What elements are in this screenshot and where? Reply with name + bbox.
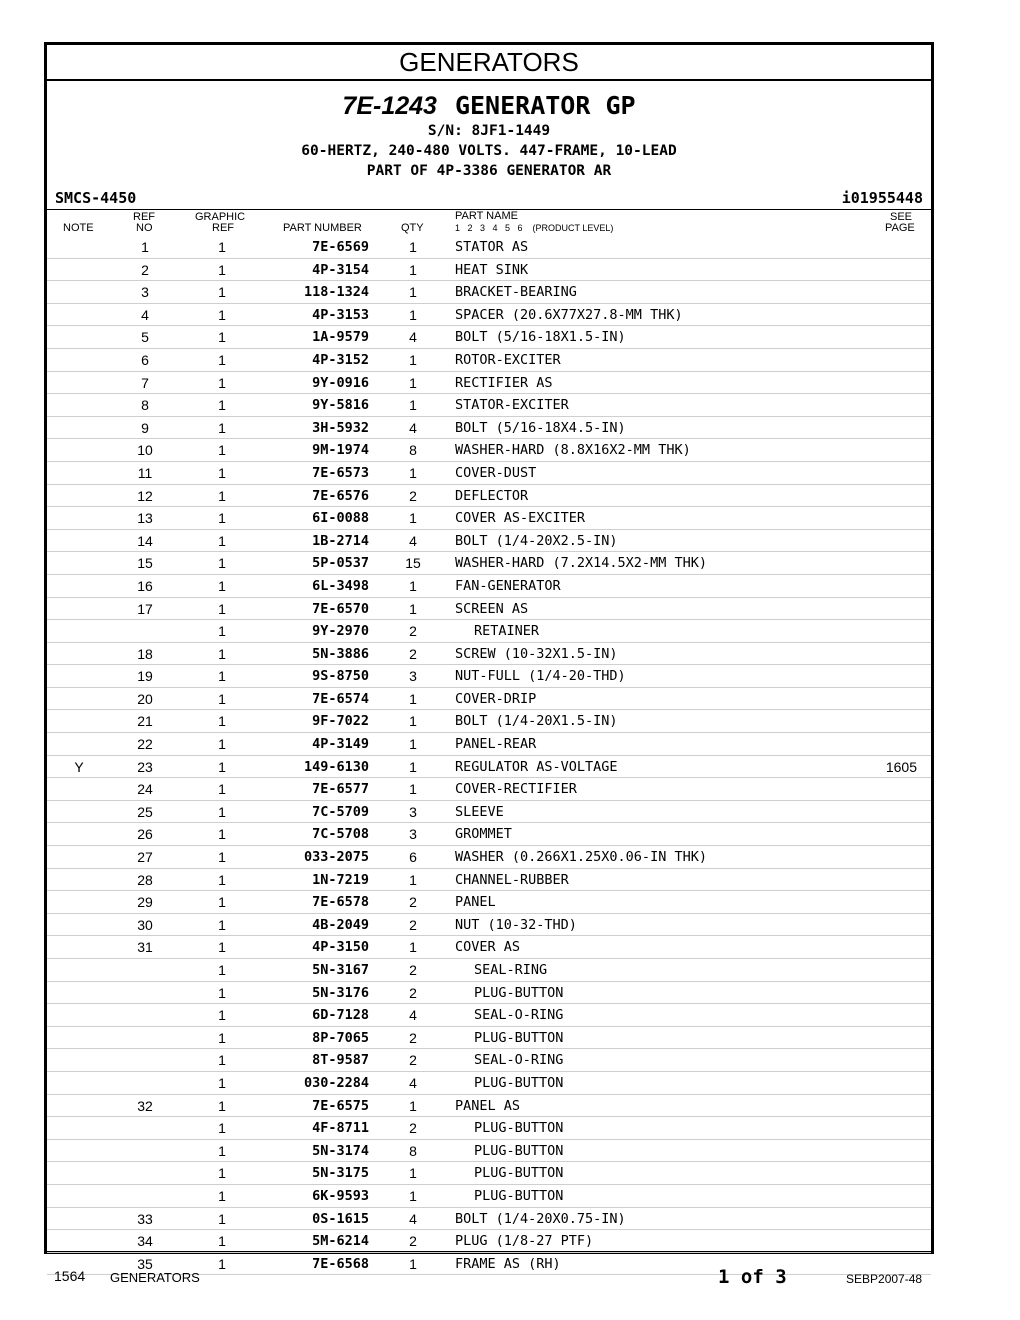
row-part-name: BOLT (1/4-20X2.5-IN) bbox=[455, 532, 618, 549]
row-ref-no: 35 bbox=[137, 1255, 153, 1272]
row-qty: 1 bbox=[409, 306, 417, 323]
table-row bbox=[47, 462, 931, 485]
row-ref-no: 1 bbox=[141, 239, 149, 255]
table-row bbox=[47, 1004, 931, 1027]
row-ref-no: 32 bbox=[137, 1097, 153, 1114]
row-graphic-ref: 1 bbox=[218, 374, 226, 391]
table-row bbox=[47, 756, 931, 779]
row-graphic-ref: 1 bbox=[218, 1097, 226, 1114]
row-part-number: 7C-5709 bbox=[312, 803, 369, 820]
col-part-name-top: PART NAME bbox=[455, 210, 518, 222]
row-part-number: 7E-6576 bbox=[312, 487, 369, 504]
row-part-name: NUT (10-32-THD) bbox=[455, 916, 577, 933]
row-part-name: COVER-RECTIFIER bbox=[455, 781, 577, 798]
footer-page-of: 1 of 3 bbox=[718, 1266, 787, 1288]
row-graphic-ref: 1 bbox=[218, 736, 226, 753]
row-ref-no: 31 bbox=[137, 939, 153, 956]
row-graphic-ref: 1 bbox=[218, 261, 226, 278]
table-row bbox=[47, 1162, 931, 1185]
row-graphic-ref: 1 bbox=[218, 1233, 226, 1250]
row-graphic-ref: 1 bbox=[218, 487, 226, 504]
row-part-number: 9F-7022 bbox=[312, 713, 369, 730]
row-qty: 1 bbox=[409, 1255, 417, 1272]
table-row bbox=[47, 304, 931, 327]
col-see-top: SEE bbox=[890, 211, 913, 223]
table-row bbox=[47, 1072, 931, 1095]
row-part-number: 8P-7065 bbox=[312, 1029, 369, 1046]
row-qty: 1 bbox=[409, 600, 417, 617]
table-row bbox=[47, 1049, 931, 1072]
row-part-name: PLUG-BUTTON bbox=[474, 1120, 564, 1137]
group-part-number: 7E-1243 bbox=[342, 92, 437, 120]
row-qty: 2 bbox=[409, 916, 417, 933]
row-qty: 3 bbox=[409, 803, 417, 820]
row-part-number: 033-2075 bbox=[303, 849, 369, 866]
row-qty: 8 bbox=[409, 442, 417, 459]
row-qty: 1 bbox=[409, 1165, 417, 1182]
table-row bbox=[47, 1117, 931, 1140]
row-ref-no: 13 bbox=[137, 510, 153, 527]
row-part-name: PLUG (1/8-27 PTF) bbox=[455, 1233, 594, 1250]
row-part-number: 7E-6570 bbox=[312, 600, 369, 617]
row-part-number: 149-6130 bbox=[303, 758, 369, 775]
row-graphic-ref: 1 bbox=[218, 668, 226, 685]
row-part-number: 6D-7128 bbox=[312, 1007, 369, 1024]
table-row bbox=[47, 823, 931, 846]
row-part-number: 7E-6573 bbox=[312, 464, 369, 481]
row-part-name: PANEL bbox=[455, 894, 496, 911]
row-part-name: WASHER-HARD (8.8X16X2-MM THK) bbox=[455, 442, 691, 459]
row-part-name: WASHER-HARD (7.2X14.5X2-MM THK) bbox=[455, 555, 707, 572]
row-ref-no: 14 bbox=[137, 532, 153, 549]
row-ref-no: 16 bbox=[137, 577, 153, 594]
table-row bbox=[47, 485, 931, 508]
row-part-number: 5N-3167 bbox=[312, 962, 369, 978]
col-ref-top: REF bbox=[133, 211, 155, 223]
row-qty: 1 bbox=[409, 374, 417, 391]
row-qty: 1 bbox=[409, 736, 417, 753]
row-graphic-ref: 1 bbox=[218, 351, 226, 368]
row-part-name: PLUG-BUTTON bbox=[474, 1074, 564, 1091]
row-part-number: 9M-1974 bbox=[312, 442, 369, 459]
row-graphic-ref: 1 bbox=[218, 510, 226, 527]
row-qty: 2 bbox=[409, 645, 417, 662]
row-qty: 4 bbox=[409, 329, 417, 346]
row-part-number: 7E-6575 bbox=[312, 1097, 369, 1114]
row-graphic-ref: 1 bbox=[218, 1052, 226, 1069]
table-row bbox=[47, 733, 931, 756]
row-part-name: COVER-DUST bbox=[455, 464, 537, 481]
row-ref-no: 2 bbox=[141, 261, 149, 278]
col-qty: QTY bbox=[401, 222, 424, 234]
row-ref-no: 9 bbox=[141, 419, 149, 436]
table-row bbox=[47, 417, 931, 440]
row-ref-no: 8 bbox=[141, 397, 149, 414]
row-qty: 1 bbox=[409, 577, 417, 594]
row-part-number: 6K-9593 bbox=[312, 1187, 369, 1204]
row-part-number: 6L-3498 bbox=[312, 577, 369, 594]
row-qty: 8 bbox=[409, 1142, 417, 1159]
row-graphic-ref: 1 bbox=[218, 600, 226, 617]
footer-page-number: 1564 bbox=[54, 1268, 86, 1284]
table-row bbox=[47, 688, 931, 711]
table-row bbox=[47, 439, 931, 462]
table-row bbox=[47, 575, 931, 598]
row-qty: 2 bbox=[409, 1052, 417, 1069]
table-row bbox=[47, 1185, 931, 1208]
row-part-name: SLEEVE bbox=[455, 803, 504, 820]
group-description: 60-HERTZ, 240-480 VOLTS. 447-FRAME, 10-LEAD bbox=[301, 143, 677, 159]
table-row bbox=[47, 891, 931, 914]
col-ref-bottom: NO bbox=[136, 222, 153, 234]
row-graphic-ref: 1 bbox=[218, 939, 226, 956]
parts-table bbox=[47, 236, 931, 1275]
row-part-number: 5M-6214 bbox=[312, 1233, 369, 1250]
row-part-number: 9Y-0916 bbox=[312, 374, 369, 391]
row-graphic-ref: 1 bbox=[218, 532, 226, 549]
row-graphic-ref: 1 bbox=[218, 645, 226, 662]
row-qty: 1 bbox=[409, 939, 417, 956]
row-qty: 15 bbox=[405, 555, 421, 572]
row-part-number: 5N-3175 bbox=[312, 1165, 369, 1182]
table-row bbox=[47, 372, 931, 395]
table-row bbox=[47, 552, 931, 575]
row-qty: 2 bbox=[409, 1120, 417, 1137]
row-qty: 1 bbox=[409, 464, 417, 481]
row-ref-no: 24 bbox=[137, 781, 153, 798]
col-product-level: 1 2 3 4 5 6 (PRODUCT LEVEL) bbox=[455, 223, 614, 233]
row-qty: 4 bbox=[409, 1210, 417, 1227]
row-part-name: PLUG-BUTTON bbox=[474, 984, 564, 1001]
row-part-name: STATOR AS bbox=[455, 239, 529, 255]
row-part-name: FAN-GENERATOR bbox=[455, 577, 561, 594]
row-qty: 4 bbox=[409, 419, 417, 436]
row-part-name: DEFLECTOR bbox=[455, 487, 529, 504]
row-graphic-ref: 1 bbox=[218, 826, 226, 843]
row-graphic-ref: 1 bbox=[218, 306, 226, 323]
row-part-name: PLUG-BUTTON bbox=[474, 1187, 564, 1204]
row-graphic-ref: 1 bbox=[218, 781, 226, 798]
row-graphic-ref: 1 bbox=[218, 1165, 226, 1182]
row-part-name: BOLT (5/16-18X1.5-IN) bbox=[455, 329, 626, 346]
row-part-number: 0S-1615 bbox=[312, 1210, 369, 1227]
row-part-number: 4P-3152 bbox=[312, 351, 369, 368]
row-qty: 4 bbox=[409, 1074, 417, 1091]
row-part-number: 3H-5932 bbox=[312, 419, 369, 436]
row-part-name: BOLT (1/4-20X0.75-IN) bbox=[455, 1210, 626, 1227]
row-qty: 4 bbox=[409, 532, 417, 549]
row-part-name: CHANNEL-RUBBER bbox=[455, 871, 569, 888]
table-row bbox=[47, 259, 931, 282]
row-qty: 6 bbox=[409, 849, 417, 866]
row-graphic-ref: 1 bbox=[218, 1007, 226, 1024]
row-graphic-ref: 1 bbox=[218, 1074, 226, 1091]
row-graphic-ref: 1 bbox=[218, 1120, 226, 1137]
row-part-name: PANEL AS bbox=[455, 1097, 521, 1114]
row-part-number: 7E-6578 bbox=[312, 894, 369, 911]
row-part-name: SEAL-O-RING bbox=[474, 1052, 564, 1069]
row-part-number: 9Y-5816 bbox=[312, 397, 369, 414]
row-graphic-ref: 1 bbox=[218, 916, 226, 933]
row-part-name: SPACER (20.6X77X27.8-MM THK) bbox=[455, 306, 683, 323]
table-row bbox=[47, 869, 931, 892]
row-graphic-ref: 1 bbox=[218, 1029, 226, 1046]
row-qty: 1 bbox=[409, 284, 417, 301]
row-graphic-ref: 1 bbox=[218, 803, 226, 820]
row-ref-no: 4 bbox=[141, 306, 149, 323]
row-qty: 2 bbox=[409, 487, 417, 504]
row-ref-no: 25 bbox=[137, 803, 153, 820]
row-graphic-ref: 1 bbox=[218, 849, 226, 866]
row-part-name: BOLT (5/16-18X4.5-IN) bbox=[455, 419, 626, 436]
table-row bbox=[47, 620, 931, 643]
table-row bbox=[47, 1027, 931, 1050]
row-part-number: 8T-9587 bbox=[312, 1052, 369, 1069]
row-qty: 1 bbox=[409, 1187, 417, 1204]
row-ref-no: 34 bbox=[137, 1233, 153, 1250]
row-graphic-ref: 1 bbox=[218, 1210, 226, 1227]
row-part-number: 6I-0088 bbox=[312, 510, 369, 527]
row-graphic-ref: 1 bbox=[218, 1187, 226, 1204]
row-part-number: 4F-8711 bbox=[312, 1120, 369, 1137]
row-graphic-ref: 1 bbox=[218, 284, 226, 301]
row-part-name: RETAINER bbox=[474, 623, 540, 640]
row-qty: 2 bbox=[409, 962, 417, 978]
row-graphic-ref: 1 bbox=[218, 623, 226, 640]
row-ref-no: 10 bbox=[137, 442, 153, 459]
row-ref-no: 12 bbox=[137, 487, 153, 504]
table-row bbox=[47, 914, 931, 937]
row-graphic-ref: 1 bbox=[218, 713, 226, 730]
row-part-name: BOLT (1/4-20X1.5-IN) bbox=[455, 713, 618, 730]
row-part-number: 5N-3176 bbox=[312, 984, 369, 1001]
row-qty: 1 bbox=[409, 351, 417, 368]
table-row bbox=[47, 1140, 931, 1163]
table-row bbox=[47, 959, 931, 982]
row-part-number: 7E-6568 bbox=[312, 1255, 369, 1272]
row-note: Y bbox=[74, 758, 84, 775]
row-ref-no: 3 bbox=[141, 284, 149, 301]
row-qty: 2 bbox=[409, 984, 417, 1001]
table-row bbox=[47, 846, 931, 869]
col-note: NOTE bbox=[63, 222, 94, 234]
row-qty: 2 bbox=[409, 894, 417, 911]
row-part-name: HEAT SINK bbox=[455, 261, 529, 278]
table-row bbox=[47, 936, 931, 959]
row-ref-no: 11 bbox=[137, 464, 153, 481]
table-row bbox=[47, 982, 931, 1005]
illustration-id: i01955448 bbox=[841, 189, 923, 207]
footer-section: GENERATORS bbox=[110, 1270, 200, 1285]
row-ref-no: 19 bbox=[137, 668, 153, 685]
row-part-name: COVER AS-EXCITER bbox=[455, 510, 586, 527]
table-row bbox=[47, 1095, 931, 1118]
row-ref-no: 27 bbox=[137, 849, 153, 866]
section-title: GENERATORS bbox=[47, 45, 931, 81]
group-title bbox=[47, 91, 931, 121]
row-qty: 1 bbox=[409, 781, 417, 798]
row-part-name: RECTIFIER AS bbox=[455, 374, 553, 391]
table-row bbox=[47, 394, 931, 417]
row-part-number: 7E-6574 bbox=[312, 690, 369, 707]
row-ref-no: 23 bbox=[137, 758, 153, 775]
row-part-number: 5N-3174 bbox=[312, 1142, 369, 1159]
row-ref-no: 5 bbox=[141, 329, 149, 346]
table-row bbox=[47, 778, 931, 801]
row-ref-no: 7 bbox=[141, 374, 149, 391]
row-qty: 1 bbox=[409, 871, 417, 888]
row-qty: 1 bbox=[409, 758, 417, 775]
row-graphic-ref: 1 bbox=[218, 577, 226, 594]
row-part-name: BRACKET-BEARING bbox=[455, 284, 577, 301]
row-part-name: COVER AS bbox=[455, 939, 521, 956]
row-part-number: 118-1324 bbox=[303, 284, 369, 301]
table-row bbox=[47, 710, 931, 733]
row-part-number: 4P-3153 bbox=[312, 306, 369, 323]
row-part-number: 4P-3154 bbox=[312, 261, 369, 278]
row-part-name: COVER-DRIP bbox=[455, 690, 537, 707]
column-headers bbox=[47, 210, 931, 236]
row-part-name: SEAL-O-RING bbox=[474, 1007, 564, 1024]
row-part-number: 9S-8750 bbox=[312, 668, 369, 685]
row-qty: 1 bbox=[409, 510, 417, 527]
row-graphic-ref: 1 bbox=[218, 871, 226, 888]
serial-number: S/N: 8JF1-1449 bbox=[427, 123, 551, 139]
row-part-number: 1A-9579 bbox=[312, 329, 369, 346]
table-row bbox=[47, 236, 931, 259]
row-part-name: PLUG-BUTTON bbox=[474, 1029, 564, 1046]
row-part-name: SEAL-RING bbox=[474, 962, 548, 978]
row-part-name: PLUG-BUTTON bbox=[474, 1142, 564, 1159]
row-part-number: 4P-3150 bbox=[312, 939, 369, 956]
row-part-number: 4B-2049 bbox=[312, 916, 369, 933]
row-qty: 2 bbox=[409, 1233, 417, 1250]
row-part-name: STATOR-EXCITER bbox=[455, 397, 569, 414]
row-graphic-ref: 1 bbox=[218, 329, 226, 346]
footer-document-number: SEBP2007-48 bbox=[846, 1272, 923, 1286]
row-part-name: NUT-FULL (1/4-20-THD) bbox=[455, 668, 626, 685]
table-row bbox=[47, 349, 931, 372]
row-part-name: PLUG-BUTTON bbox=[474, 1165, 564, 1182]
row-part-number: 1B-2714 bbox=[312, 532, 369, 549]
table-row bbox=[47, 1230, 931, 1253]
row-graphic-ref: 1 bbox=[218, 442, 226, 459]
row-graphic-ref: 1 bbox=[218, 1255, 226, 1272]
row-part-number: 7E-6577 bbox=[312, 781, 369, 798]
row-ref-no: 26 bbox=[137, 826, 153, 843]
row-part-name: REGULATOR AS-VOLTAGE bbox=[455, 758, 618, 775]
row-graphic-ref: 1 bbox=[218, 894, 226, 911]
row-part-number: 5P-0537 bbox=[312, 555, 369, 572]
row-qty: 1 bbox=[409, 261, 417, 278]
part-of-note: PART OF 4P-3386 GENERATOR AR bbox=[366, 163, 612, 179]
row-ref-no: 18 bbox=[137, 645, 153, 662]
row-graphic-ref: 1 bbox=[218, 555, 226, 572]
row-graphic-ref: 1 bbox=[218, 984, 226, 1001]
row-part-number: 9Y-2970 bbox=[312, 623, 369, 640]
row-graphic-ref: 1 bbox=[218, 1142, 226, 1159]
row-part-number: 7E-6569 bbox=[312, 239, 369, 255]
row-ref-no: 15 bbox=[137, 555, 153, 572]
table-row bbox=[47, 801, 931, 824]
row-part-number: 1N-7219 bbox=[312, 871, 369, 888]
row-part-name: SCREEN AS bbox=[455, 600, 529, 617]
row-ref-no: 30 bbox=[137, 916, 153, 933]
table-row bbox=[47, 665, 931, 688]
row-qty: 1 bbox=[409, 239, 417, 255]
row-graphic-ref: 1 bbox=[218, 397, 226, 414]
row-part-name: SCREW (10-32X1.5-IN) bbox=[455, 645, 618, 662]
row-qty: 2 bbox=[409, 1029, 417, 1046]
row-ref-no: 6 bbox=[141, 351, 149, 368]
row-qty: 1 bbox=[409, 397, 417, 414]
col-part-number: PART NUMBER bbox=[283, 222, 362, 234]
row-graphic-ref: 1 bbox=[218, 690, 226, 707]
row-graphic-ref: 1 bbox=[218, 962, 226, 978]
table-row bbox=[47, 281, 931, 304]
row-part-number: 4P-3149 bbox=[312, 736, 369, 753]
row-see-page: 1605 bbox=[885, 758, 917, 775]
row-ref-no: 20 bbox=[137, 690, 153, 707]
row-qty: 3 bbox=[409, 668, 417, 685]
table-row bbox=[47, 326, 931, 349]
col-see-bottom: PAGE bbox=[885, 222, 915, 234]
table-row bbox=[47, 1208, 931, 1231]
row-graphic-ref: 1 bbox=[218, 758, 226, 775]
row-ref-no: 21 bbox=[137, 713, 153, 730]
row-qty: 3 bbox=[409, 826, 417, 843]
row-ref-no: 22 bbox=[137, 736, 153, 753]
row-part-number: 7C-5708 bbox=[312, 826, 369, 843]
row-qty: 2 bbox=[409, 623, 417, 640]
col-graphic-top: GRAPHIC bbox=[195, 211, 246, 223]
row-graphic-ref: 1 bbox=[218, 239, 226, 255]
group-header bbox=[47, 81, 931, 210]
col-graphic-bottom: REF bbox=[212, 222, 234, 234]
row-ref-no: 33 bbox=[137, 1210, 153, 1227]
row-qty: 1 bbox=[409, 713, 417, 730]
row-part-name: ROTOR-EXCITER bbox=[455, 351, 561, 368]
table-row bbox=[47, 598, 931, 621]
row-qty: 4 bbox=[409, 1007, 417, 1024]
table-row bbox=[47, 507, 931, 530]
row-part-name: PANEL-REAR bbox=[455, 736, 537, 753]
row-ref-no: 29 bbox=[137, 894, 153, 911]
row-part-name: FRAME AS (RH) bbox=[455, 1255, 561, 1272]
row-part-number: 030-2284 bbox=[303, 1074, 369, 1091]
row-part-number: 5N-3886 bbox=[312, 645, 369, 662]
row-ref-no: 28 bbox=[137, 871, 153, 888]
row-qty: 1 bbox=[409, 1097, 417, 1114]
row-graphic-ref: 1 bbox=[218, 419, 226, 436]
row-graphic-ref: 1 bbox=[218, 464, 226, 481]
table-row bbox=[47, 530, 931, 553]
row-part-name: GROMMET bbox=[455, 826, 512, 843]
row-qty: 1 bbox=[409, 690, 417, 707]
row-part-name: WASHER (0.266X1.25X0.06-IN THK) bbox=[455, 849, 707, 866]
parts-list-frame bbox=[44, 42, 934, 1272]
group-part-name: GENERATOR GP bbox=[454, 91, 636, 120]
row-ref-no: 17 bbox=[137, 600, 153, 617]
table-row bbox=[47, 643, 931, 666]
smcs-code: SMCS-4450 bbox=[55, 189, 137, 207]
